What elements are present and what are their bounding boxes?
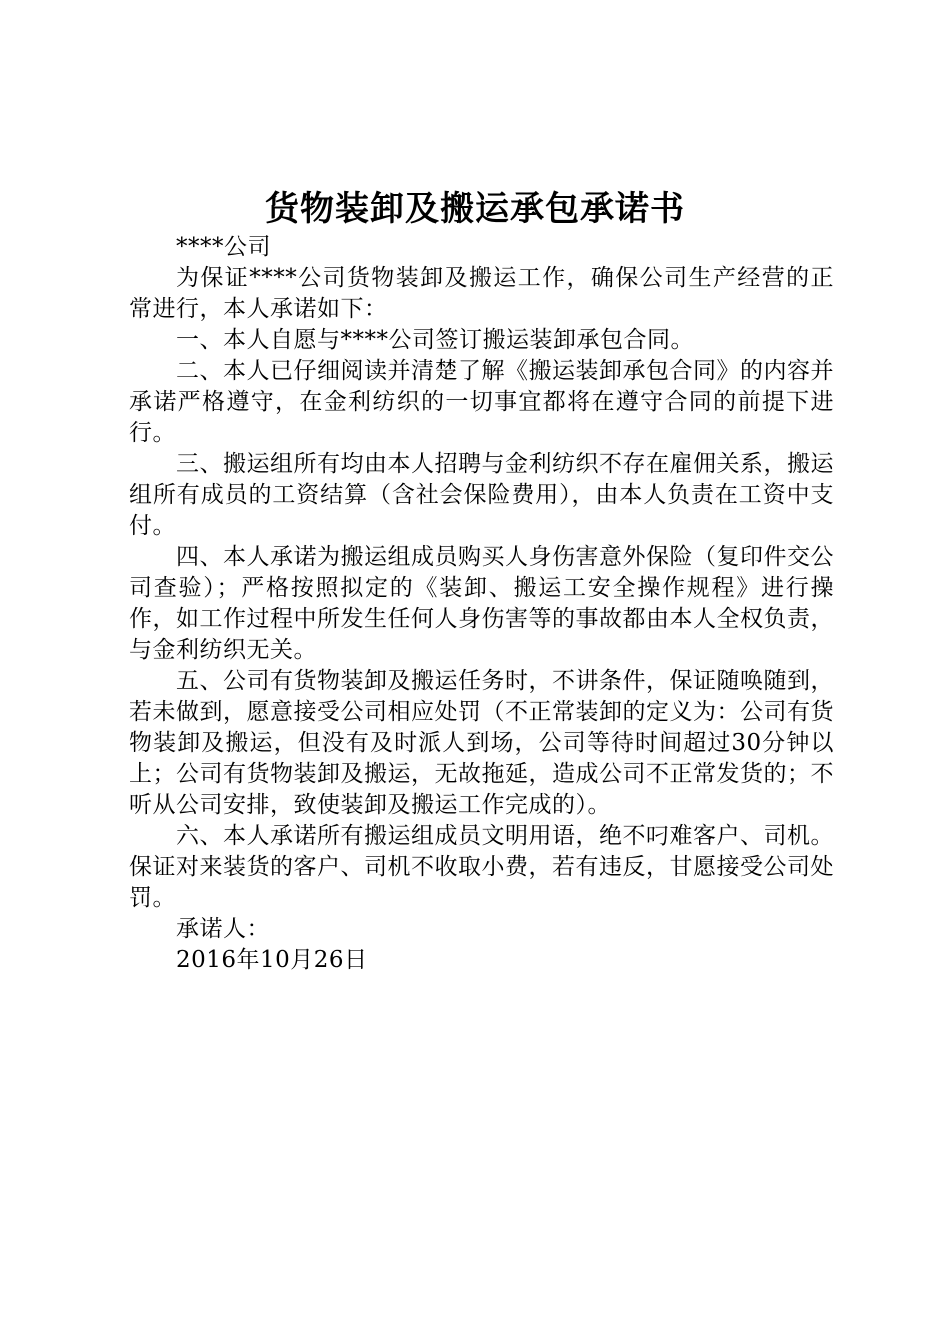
document-title: 货物装卸及搬运承包承诺书 [265, 189, 685, 229]
document-body [129, 232, 834, 976]
commitment-item-5: 五、公司有货物装卸及搬运任务时，不讲条件，保证随唤随到，若未做到，愿意接受公司相应处罚（不正常装卸的定义为：公司有货物装卸及搬运，但没有及时派人到场，公司等待时间超过30分钟以上；公司有货物装卸及搬运，无故拖延，造成公司不正常发货的；不听从公司安排，致使装卸及搬运工作完成的）。 [129, 668, 834, 818]
commitment-item-6: 六、本人承诺所有搬运组成员文明用语，绝不叼难客户、司机。保证对来装货的客户、司机不收取小费，若有违反，甘愿接受公司处罚。 [129, 823, 834, 911]
document-date: 2016年10月26日 [176, 947, 368, 973]
commitment-item-3: 三、搬运组所有均由本人招聘与金利纺织不存在雇佣关系，搬运组所有成员的工资结算（含社会保险费用），由本人负责在工资中支付。 [129, 451, 834, 539]
intro-paragraph: 为保证****公司货物装卸及搬运工作，确保公司生产经营的正常进行，本人承诺如下： [129, 265, 834, 322]
commitment-item-1: 一、本人自愿与****公司签订搬运装卸承包合同。 [176, 327, 694, 353]
addressee: ****公司 [176, 234, 271, 260]
commitment-item-4: 四、本人承诺为搬运组成员购买人身伤害意外保险（复印件交公司查验）；严格按照拟定的《装卸、搬运工安全操作规程》进行操作，如工作过程中所发生任何人身伤害等的事故都由本人全权负责，与金利纺织无关。 [129, 544, 834, 663]
commitment-item-2: 二、本人已仔细阅读并清楚了解《搬运装卸承包合同》的内容并承诺严格遵守，在金利纺织的一切事宜都将在遵守合同的前提下进行。 [129, 358, 834, 446]
signature-label: 承诺人： [176, 916, 270, 942]
